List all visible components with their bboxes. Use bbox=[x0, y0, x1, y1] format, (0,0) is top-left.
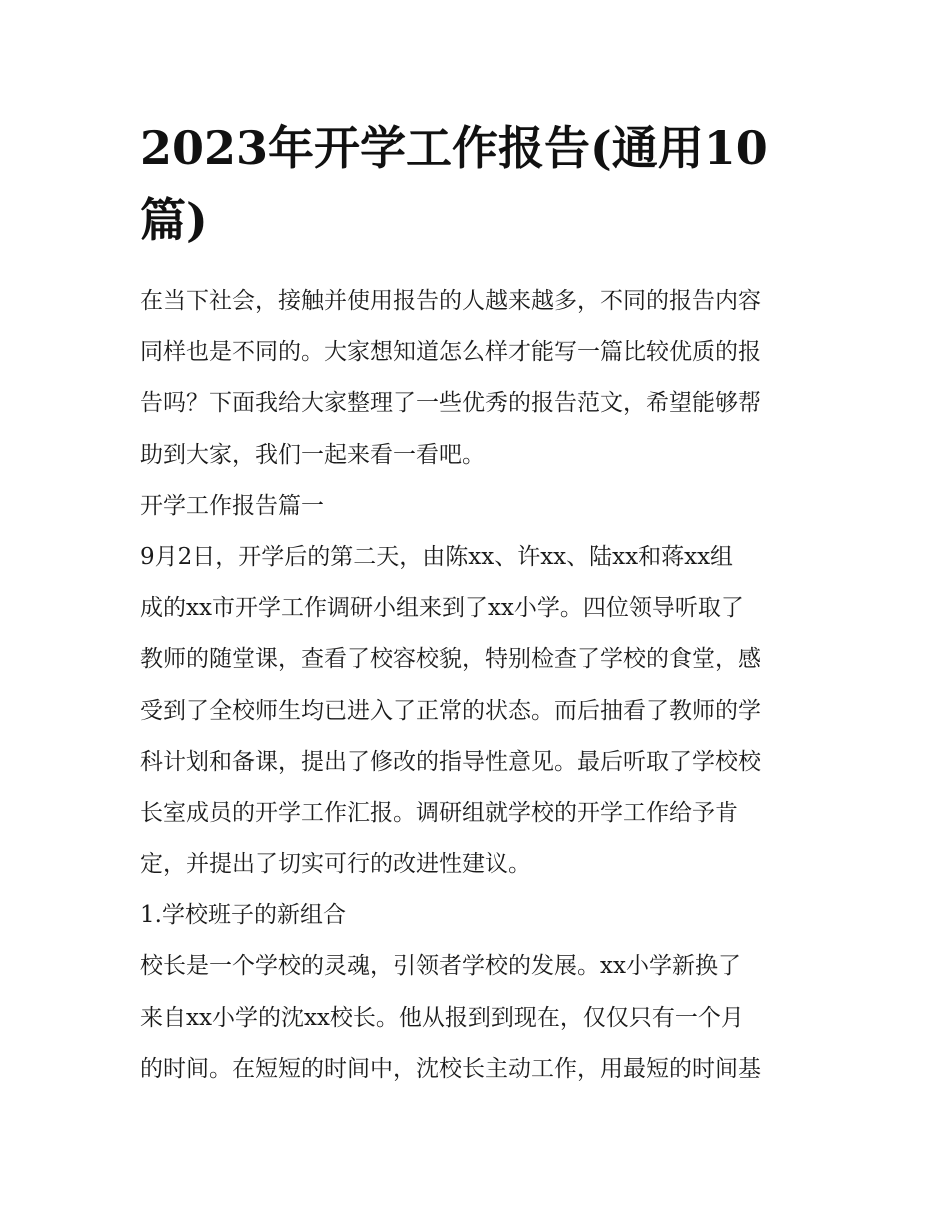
body-line: 长室成员的开学工作汇报。调研组就学校的开学工作给予肯 bbox=[140, 799, 738, 826]
body-line: 在当下社会，接触并使用报告的人越来越多，不同的报告内容 bbox=[140, 288, 761, 314]
body-line: 9月2日，开学后的第二天，由陈xx、许xx、陆xx和蒋xx组 bbox=[140, 543, 734, 570]
title-line-1: 2023年开学工作报告(通用10 bbox=[140, 121, 768, 175]
section-heading: 开学工作报告篇一 bbox=[140, 492, 324, 519]
document-title bbox=[140, 112, 820, 256]
body-line: 来自xx小学的沈xx校长。他从报到到现在，仅仅只有一个月 bbox=[140, 1004, 744, 1031]
body-line: 的时间。在短短的时间中，沈校长主动工作，用最短的时间基 bbox=[140, 1055, 761, 1082]
body-line: 同样也是不同的。大家想知道怎么样才能写一篇比较优质的报 bbox=[140, 339, 761, 366]
body-line: 告吗？下面我给大家整理了一些优秀的报告范文，希望能够帮 bbox=[140, 390, 761, 417]
body-line: 科计划和备课，提出了修改的指导性意见。最后听取了学校校 bbox=[140, 748, 761, 775]
body-line: 受到了全校师生均已进入了正常的状态。而后抽看了教师的学 bbox=[140, 697, 761, 724]
body-line: 助到大家，我们一起来看一看吧。 bbox=[140, 441, 485, 468]
document-body bbox=[140, 276, 830, 1095]
title-line-2: 篇) bbox=[140, 193, 208, 247]
subsection-heading: 1.学校班子的新组合 bbox=[140, 902, 346, 929]
body-line: 教师的随堂课，查看了校容校貌，特别检查了学校的食堂，感 bbox=[140, 646, 761, 673]
body-line: 校长是一个学校的灵魂，引领者学校的发展。xx小学新换了 bbox=[140, 953, 741, 980]
body-line: 定，并提出了切实可行的改进性建议。 bbox=[140, 851, 531, 878]
body-line: 成的xx市开学工作调研小组来到了xx小学。四位领导听取了 bbox=[140, 595, 744, 622]
